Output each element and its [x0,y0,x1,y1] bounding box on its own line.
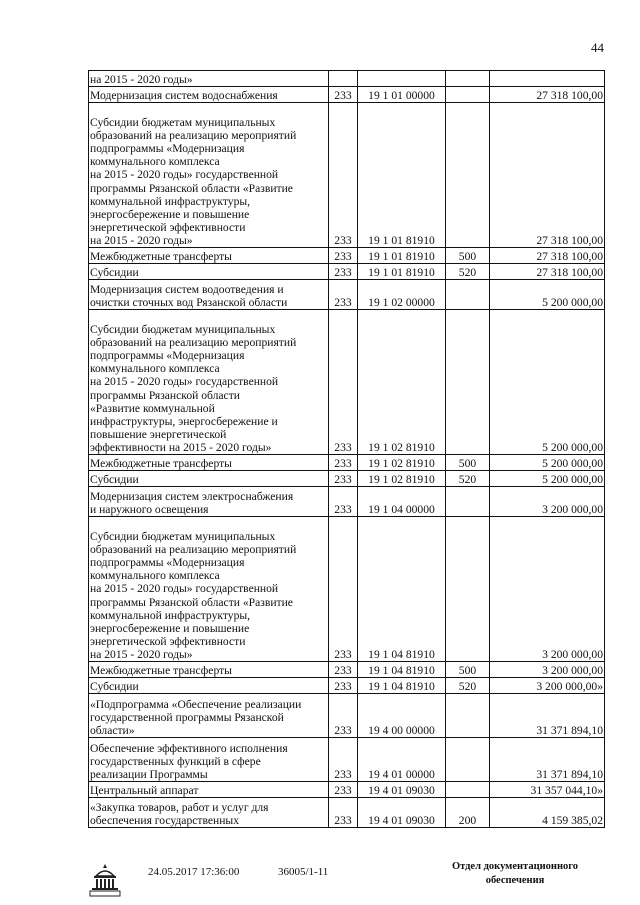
cell-ved: 233 [329,738,358,782]
cell-csr: 19 1 01 00000 [358,87,446,103]
cell-vr [446,280,490,310]
cell-sum: 3 200 000,00 [490,517,605,662]
cell-vr: 520 [446,678,490,694]
cell-sum: 27 318 100,00 [490,87,605,103]
cell-ved: 233 [329,678,358,694]
table-row [89,264,605,280]
table-row [89,455,605,471]
cell-name: Субсидии [89,471,329,487]
cell-vr [446,782,490,798]
cell-name: Субсидии бюджетам муниципальных образований на реализацию мероприятий подпрограммы «Модернизация коммунального комплекса на 2015 - 2020 годы» государственной программы Рязанской области «Развитие коммунальной инфраструктуры, энергосбережение и повышение энергетической эффективности на 2015 - 2020 годы» [89,310,329,455]
table-row [89,798,605,828]
cell-sum: 27 318 100,00 [490,248,605,264]
cell-ved: 233 [329,662,358,678]
cell-vr: 500 [446,455,490,471]
table-row [89,103,605,248]
cell-vr: 200 [446,798,490,828]
table-row [89,280,605,310]
cell-vr [446,103,490,248]
cell-name: Обеспечение эффективного исполнения государственных функций в сфере реализации Программы [89,738,329,782]
cell-ved: 233 [329,694,358,738]
cell-sum: 31 357 044,10» [490,782,605,798]
page-footer [0,860,640,900]
document-number: 36005/1-11 [278,866,329,878]
cell-vr [446,738,490,782]
table-row [89,517,605,662]
cell-name: Модернизация систем электроснабжения и наружного освещения [89,487,329,517]
table-row [89,71,605,87]
cell-vr [446,71,490,87]
table-row [89,87,605,103]
cell-ved: 233 [329,455,358,471]
cell-csr: 19 4 00 00000 [358,694,446,738]
cell-name: Центральный аппарат [89,782,329,798]
cell-sum [490,71,605,87]
cell-name: Субсидии [89,678,329,694]
department-name: Отдел документационного обеспечения [451,861,579,886]
table-row [89,694,605,738]
cell-csr [358,71,446,87]
cell-ved: 233 [329,471,358,487]
table-row [89,471,605,487]
cell-name: Межбюджетные трансферты [89,248,329,264]
cell-vr [446,487,490,517]
cell-name: Межбюджетные трансферты [89,455,329,471]
cell-name: Модернизация систем водоотведения и очистки сточных вод Рязанской области [89,280,329,310]
cell-csr: 19 1 01 81910 [358,248,446,264]
cell-sum: 3 200 000,00 [490,662,605,678]
cell-ved: 233 [329,87,358,103]
cell-sum: 5 200 000,00 [490,471,605,487]
cell-csr: 19 4 01 09030 [358,798,446,828]
cell-ved: 233 [329,517,358,662]
cell-sum: 27 318 100,00 [490,264,605,280]
cell-name: на 2015 - 2020 годы» [89,71,329,87]
cell-sum: 31 371 894,10 [490,694,605,738]
cell-vr: 500 [446,248,490,264]
cell-csr: 19 4 01 09030 [358,782,446,798]
cell-vr: 520 [446,264,490,280]
cell-ved: 233 [329,103,358,248]
cell-csr: 19 1 02 00000 [358,280,446,310]
cell-csr: 19 1 02 81910 [358,310,446,455]
cell-vr: 520 [446,471,490,487]
cell-vr: 500 [446,662,490,678]
table-row [89,782,605,798]
cell-ved: 233 [329,487,358,517]
print-timestamp: 24.05.2017 17:36:00 [148,866,240,878]
cell-vr [446,87,490,103]
table-row [89,248,605,264]
cell-vr [446,517,490,662]
table-row [89,487,605,517]
budget-table-body [89,71,605,828]
cell-name: Межбюджетные трансферты [89,662,329,678]
cell-sum: 3 200 000,00» [490,678,605,694]
cell-sum: 27 318 100,00 [490,103,605,248]
table-row [89,662,605,678]
cell-name: Субсидии бюджетам муниципальных образований на реализацию мероприятий подпрограммы «Модернизация коммунального комплекса на 2015 - 2020 годы» государственной программы Рязанской области «Развитие коммунальной инфраструктуры, энергосбережение и повышение энергетической эффективности на 2015 - 2020 годы» [89,517,329,662]
table-row [89,738,605,782]
cell-ved: 233 [329,798,358,828]
cell-vr [446,310,490,455]
cell-name: Субсидии бюджетам муниципальных образований на реализацию мероприятий подпрограммы «Модернизация коммунального комплекса на 2015 - 2020 годы» государственной программы Рязанской области «Развитие коммунальной инфраструктуры, энергосбережение и повышение энергетической эффективности на 2015 - 2020 годы» [89,103,329,248]
cell-csr: 19 1 04 81910 [358,678,446,694]
cell-csr: 19 1 02 81910 [358,471,446,487]
table-row [89,310,605,455]
cell-ved: 233 [329,310,358,455]
cell-ved: 233 [329,280,358,310]
cell-sum: 5 200 000,00 [490,310,605,455]
budget-table [88,70,605,828]
cell-sum: 4 159 385,02 [490,798,605,828]
cell-sum: 31 371 894,10 [490,738,605,782]
cell-ved: 233 [329,248,358,264]
cell-sum: 3 200 000,00 [490,487,605,517]
cell-ved [329,71,358,87]
cell-csr: 19 4 01 00000 [358,738,446,782]
cell-name: Модернизация систем водоснабжения [89,87,329,103]
cell-csr: 19 1 04 81910 [358,662,446,678]
duma-building-logo-icon [88,862,122,898]
cell-csr: 19 1 02 81910 [358,455,446,471]
cell-sum: 5 200 000,00 [490,280,605,310]
cell-name: «Подпрограмма «Обеспечение реализации государственной программы Рязанской области» [89,694,329,738]
cell-csr: 19 1 04 00000 [358,487,446,517]
cell-ved: 233 [329,264,358,280]
page-number: 44 [591,40,604,55]
cell-csr: 19 1 04 81910 [358,517,446,662]
cell-sum: 5 200 000,00 [490,455,605,471]
cell-csr: 19 1 01 81910 [358,103,446,248]
cell-name: «Закупка товаров, работ и услуг для обеспечения государственных [89,798,329,828]
cell-ved: 233 [329,782,358,798]
cell-csr: 19 1 01 81910 [358,264,446,280]
table-row [89,678,605,694]
cell-vr [446,694,490,738]
cell-name: Субсидии [89,264,329,280]
